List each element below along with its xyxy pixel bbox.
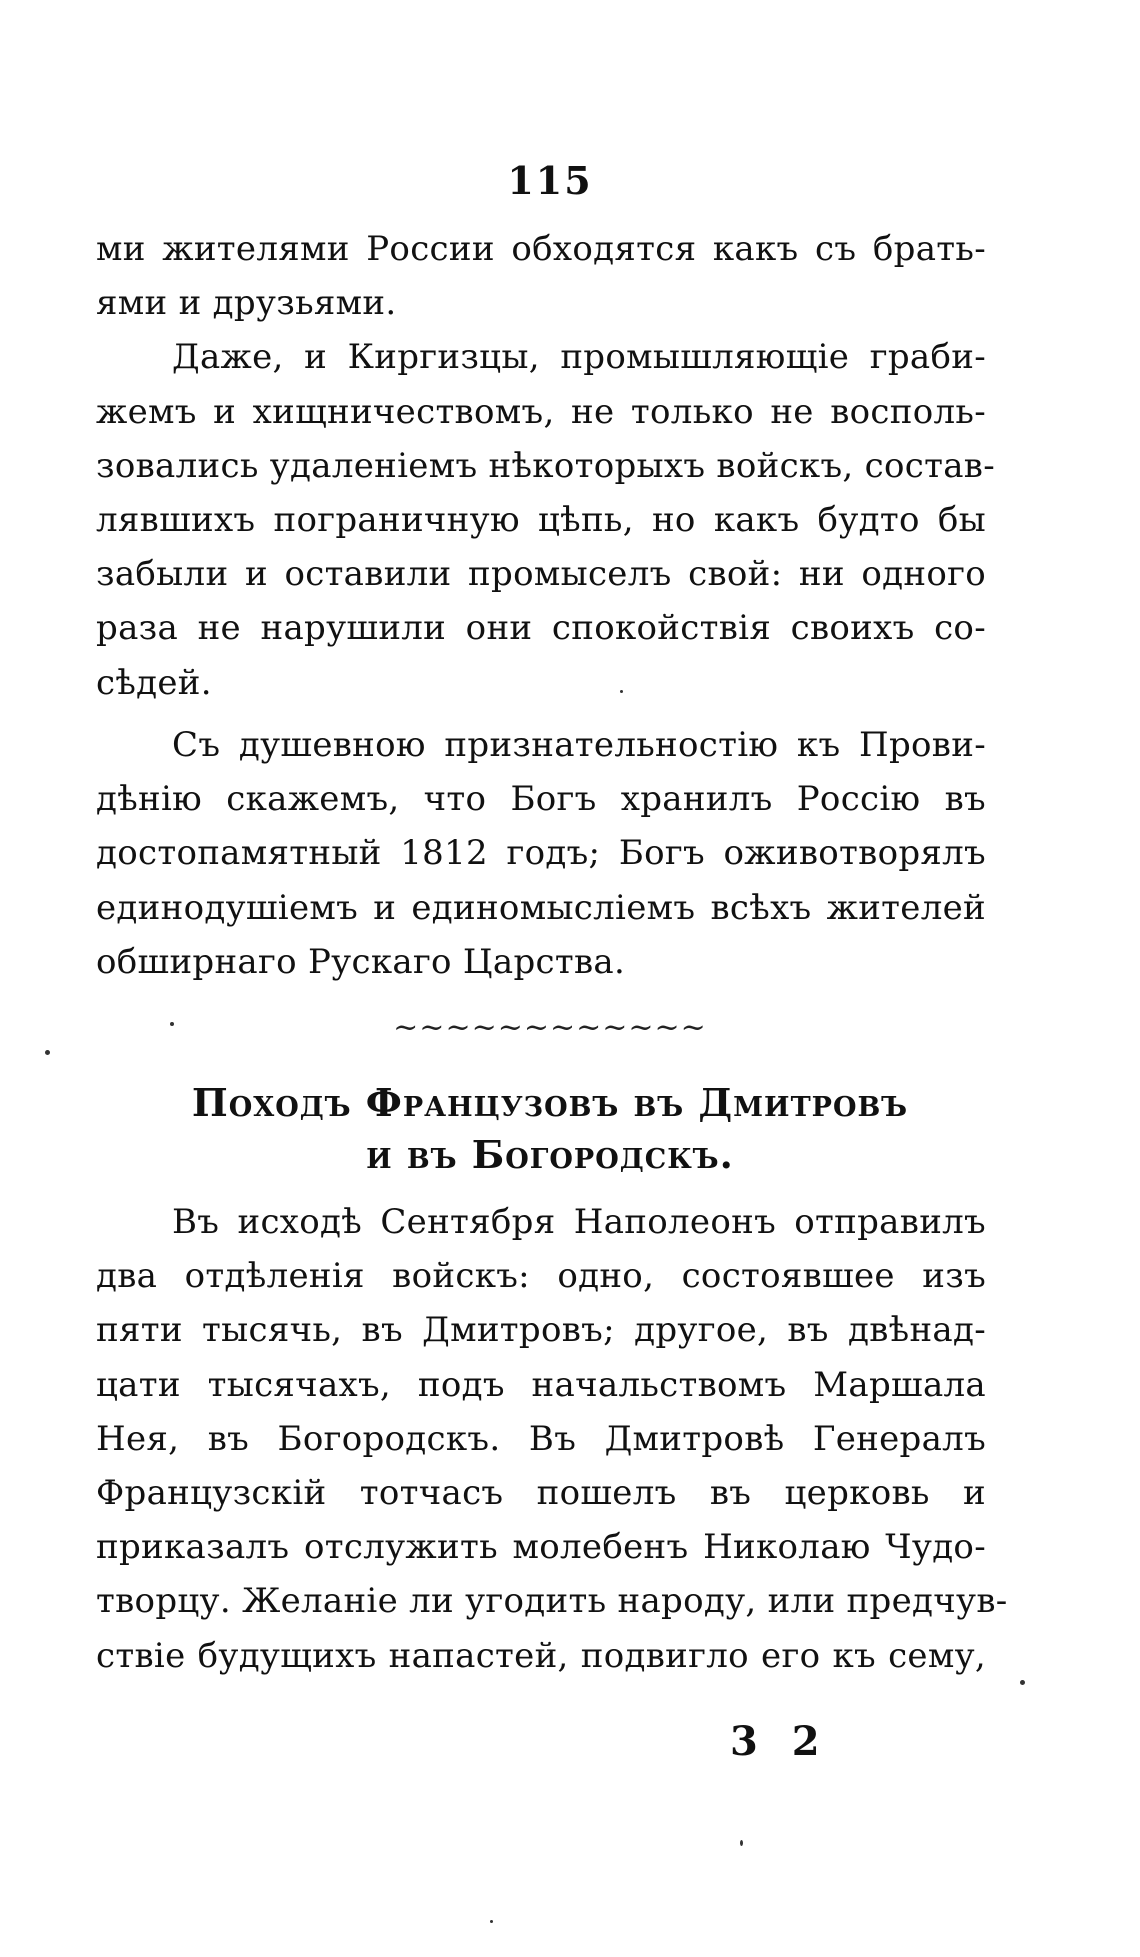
- print-speck: [1020, 1680, 1025, 1685]
- text-line: творцу. Желаніе ли угодить народу, или предчув-: [96, 1581, 1008, 1622]
- section-divider-ornament: ~~~~~~~~~~~~: [393, 1010, 707, 1045]
- print-speck: [170, 1022, 174, 1026]
- text-line: лявшихъ пограничную цѣпь, но какъ будто бы: [96, 499, 986, 540]
- text-line: обширнаго Рускаго Царства.: [96, 941, 626, 982]
- text-line: сѣдей.: [96, 662, 212, 703]
- text-line: раза не нарушили они спокойствія своихъ со-: [96, 608, 986, 649]
- print-speck: [740, 1840, 743, 1846]
- paragraph-3: [96, 1195, 1008, 1683]
- section-heading-line-1: Походъ Французовъ въ Дмитровъ: [191, 1080, 909, 1125]
- signature-mark: 3 2: [730, 1718, 830, 1765]
- paragraph-2: [96, 718, 986, 989]
- text-line: два отдѣленія войскъ: одно, состоявшее изъ: [96, 1256, 986, 1297]
- text-line: жемъ и хищничествомъ, не только не восполь-: [96, 391, 986, 432]
- text-line: Даже, и Киргизцы, промышляющіе граби-: [172, 337, 986, 378]
- text-line: Въ исходѣ Сентября Наполеонъ отправилъ: [172, 1202, 986, 1242]
- text-line: Нея, въ Богородскъ. Въ Дмитровѣ Генералъ: [96, 1418, 986, 1459]
- text-line: ями и друзьями.: [96, 283, 397, 324]
- text-line: цати тысячахъ, подъ начальствомъ Маршала: [96, 1364, 986, 1405]
- print-speck: [45, 1050, 50, 1055]
- print-speck: [490, 1920, 493, 1923]
- text-line: достопамятный 1812 годъ; Богъ оживотворялъ: [96, 833, 986, 874]
- text-line: забыли и оставили промыселъ свой: ни одного: [96, 554, 986, 595]
- text-line: дѣнію скажемъ, что Богъ хранилъ Россію въ: [96, 779, 986, 820]
- text-line: ствіе будущихъ напастей, подвигло его къ сему,: [96, 1635, 986, 1676]
- section-heading-line-2: и въ Богородскъ.: [366, 1132, 734, 1177]
- text-line: единодушіемъ и единомысліемъ всѣхъ жителей: [96, 887, 986, 928]
- text-line: Съ душевною признательностію къ Прови-: [172, 725, 986, 765]
- paragraph-1: [96, 222, 995, 710]
- text-line: приказалъ отслужить молебенъ Николаю Чудо-: [96, 1527, 986, 1568]
- text-line: зовались удаленіемъ нѣкоторыхъ войскъ, состав-: [96, 445, 995, 486]
- print-speck: [620, 690, 623, 693]
- text-line: ми жителями России обходятся какъ съ брать-: [96, 229, 986, 269]
- page-number: 115: [507, 158, 593, 203]
- text-line: Французскій тотчасъ пошелъ въ церковь и: [96, 1472, 986, 1513]
- text-line: пяти тысячь, въ Дмитровъ; другое, въ двѣнад-: [96, 1310, 986, 1351]
